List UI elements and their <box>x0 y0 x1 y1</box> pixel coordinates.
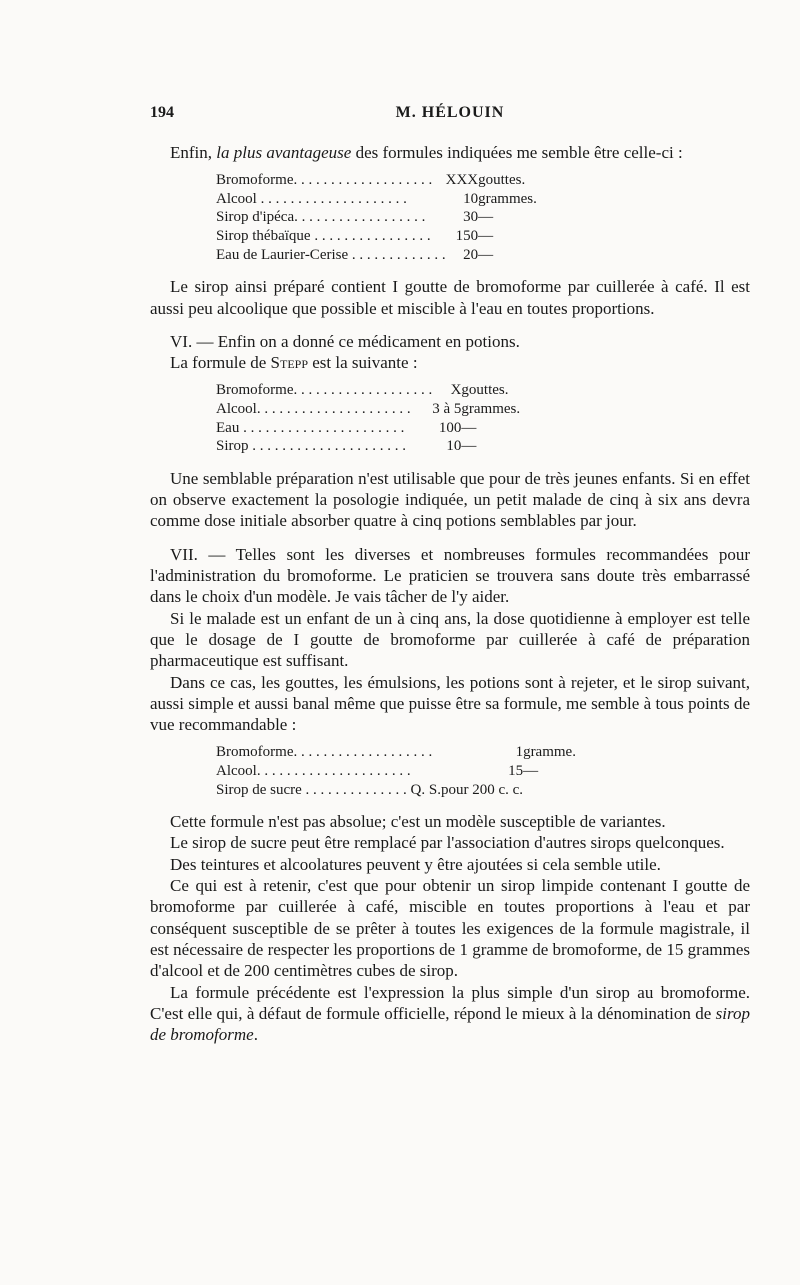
ingredient-name: Sirop de sucre . . . . . . . . . . . . . . Q. S. <box>216 781 441 798</box>
running-header <box>150 104 750 126</box>
formula-row <box>216 246 588 265</box>
author-name: Stepp <box>270 353 309 373</box>
formula-row <box>216 190 588 209</box>
ingredient-unit: — <box>523 762 539 779</box>
ingredient-name: Bromoforme. . . . . . . . . . . . . . . . . . . <box>216 172 433 189</box>
ingredient-unit: — <box>461 438 477 455</box>
ingredient-name: Alcool. . . . . . . . . . . . . . . . . . . . . <box>216 401 411 418</box>
ingredient-unit: — <box>478 246 494 263</box>
ingredient-unit: — <box>461 419 477 436</box>
paragraph: Si le malade est un enfant de un à cinq ans, la dose quotidienne à employer est telle que le dosage de I goutte de bromoforme par cuillerée à café de préparation pharmaceutique est suffisant. <box>150 608 750 671</box>
paragraph: Le sirop de sucre peut être remplacé par l'association d'autres sirops quelconques. <box>170 833 725 853</box>
ingredient-unit: gouttes. <box>478 172 526 189</box>
formula-row <box>216 419 571 438</box>
section-vi-heading: VI. — Enfin on a donné ce médicament en potions. <box>170 331 520 351</box>
page-number: 194 <box>150 104 174 121</box>
ingredient-name: Sirop . . . . . . . . . . . . . . . . . . . . . <box>216 438 407 455</box>
ingredient-quantity: XXX <box>445 172 479 189</box>
ingredient-name: Eau . . . . . . . . . . . . . . . . . . . . . . <box>216 419 405 436</box>
paragraph: La formule précédente est l'expression la plus simple d'un sirop au bromoforme. C'est elle qui, à défaut de formule officielle, répond le mieux à la dénomination de sirop de bromoforme. <box>150 982 750 1045</box>
ingredient-name: Sirop d'ipéca. . . . . . . . . . . . . . . . . . <box>216 209 426 226</box>
ingredient-quantity: 15 <box>508 762 524 779</box>
ingredient-quantity: 1 <box>515 744 524 761</box>
ingredient-name: Alcool. . . . . . . . . . . . . . . . . . . . . <box>216 762 411 779</box>
ingredient-name: Alcool . . . . . . . . . . . . . . . . . . . . <box>216 190 407 207</box>
ingredient-quantity: 3 à 5 <box>432 401 462 418</box>
paragraph: Une semblable préparation n'est utilisable que pour de très jeunes enfants. Si en effet on observe exactement la posologie indiquée, un petit malade de cinq à six ans devra comme dose initiale absorber quatre à cinq potions semblables par jour. <box>150 468 750 531</box>
paragraph: La formule de Stepp est la suivante : <box>170 353 418 373</box>
ingredient-quantity: X <box>450 382 462 399</box>
ingredient-unit: — <box>478 209 494 226</box>
running-title: M. HÉLOUIN <box>395 104 505 121</box>
ingredient-quantity: 10 <box>463 190 479 207</box>
formula-row <box>216 781 633 800</box>
ingredient-quantity: 10 <box>446 438 462 455</box>
formula-row <box>216 381 571 400</box>
ingredient-unit: — <box>478 228 494 245</box>
paragraph: Dans ce cas, les gouttes, les émulsions, les potions sont à rejeter, et le sirop suivant, aussi simple et aussi banal même que puisse être sa formule, me semble à tous points de vue recommandable : <box>150 672 750 735</box>
formula-row <box>216 762 633 781</box>
formula-table-1 <box>216 171 588 264</box>
ingredient-unit: gramme. <box>523 744 576 761</box>
formula-row <box>216 208 588 227</box>
ingredient-quantity: 30 <box>463 209 479 226</box>
formula-row <box>216 743 633 762</box>
paragraph: Des teintures et alcoolatures peuvent y être ajoutées si cela semble utile. <box>170 854 661 874</box>
ingredient-name: Eau de Laurier-Cerise . . . . . . . . . . . . . <box>216 246 446 263</box>
ingredient-unit: gouttes. <box>461 382 509 399</box>
emphasis: la plus avantageuse <box>216 143 352 162</box>
formula-row <box>216 437 571 456</box>
formula-table-3 <box>216 743 633 799</box>
paragraph: Cette formule n'est pas absolue; c'est un modèle susceptible de variantes. <box>170 812 666 832</box>
ingredient-unit: grammes. <box>478 190 537 207</box>
paragraph: Ce qui est à retenir, c'est que pour obtenir un sirop limpide contenant I goutte de bromoforme par cuillerée à café, miscible en toutes proportions à l'eau et par conséquent susceptible de se prêter à toutes les exigences de la formule magistrale, il est nécessaire de respecter les proportions de 1 gramme de bromoforme, de 15 grammes d'alcool et de 200 centimètres cubes de sirop. <box>150 876 750 981</box>
formula-table-2 <box>216 381 571 455</box>
ingredient-quantity: pour 200 c. c. <box>441 781 524 798</box>
ingredient-quantity: 100 <box>438 419 462 436</box>
formula-row <box>216 400 571 419</box>
ingredient-name: Bromoforme. . . . . . . . . . . . . . . . . . . <box>216 382 433 399</box>
emphasis: sirop de bromoforme <box>150 1003 750 1045</box>
formula-row <box>216 171 588 190</box>
formula-row <box>216 227 588 246</box>
ingredient-name: Sirop thébaïque . . . . . . . . . . . . . . . . <box>216 228 431 245</box>
ingredient-unit <box>523 781 633 800</box>
section-vii-paragraph: VII. — Telles sont les diverses et nombreuses formules recommandées pour l'administration du bromoforme. Le praticien se trouvera sans doute très embarrassé dans le choix d'un modèle. Je vais tâcher de l'y aider. <box>150 544 750 607</box>
ingredient-unit: grammes. <box>461 401 521 418</box>
paragraph: Le sirop ainsi préparé contient I goutte de bromoforme par cuillerée à café. Il est aussi peu alcoolique que possible et miscible à l'eau en toutes proportions. <box>150 277 750 318</box>
ingredient-name: Bromoforme. . . . . . . . . . . . . . . . . . . <box>216 744 433 761</box>
ingredient-quantity: 20 <box>463 246 479 263</box>
intro-paragraph: Enfin, la plus avantageuse des formules indiquées me semble être celle-ci : <box>170 143 683 162</box>
ingredient-quantity: 150 <box>455 228 479 245</box>
body-text <box>150 142 750 1045</box>
